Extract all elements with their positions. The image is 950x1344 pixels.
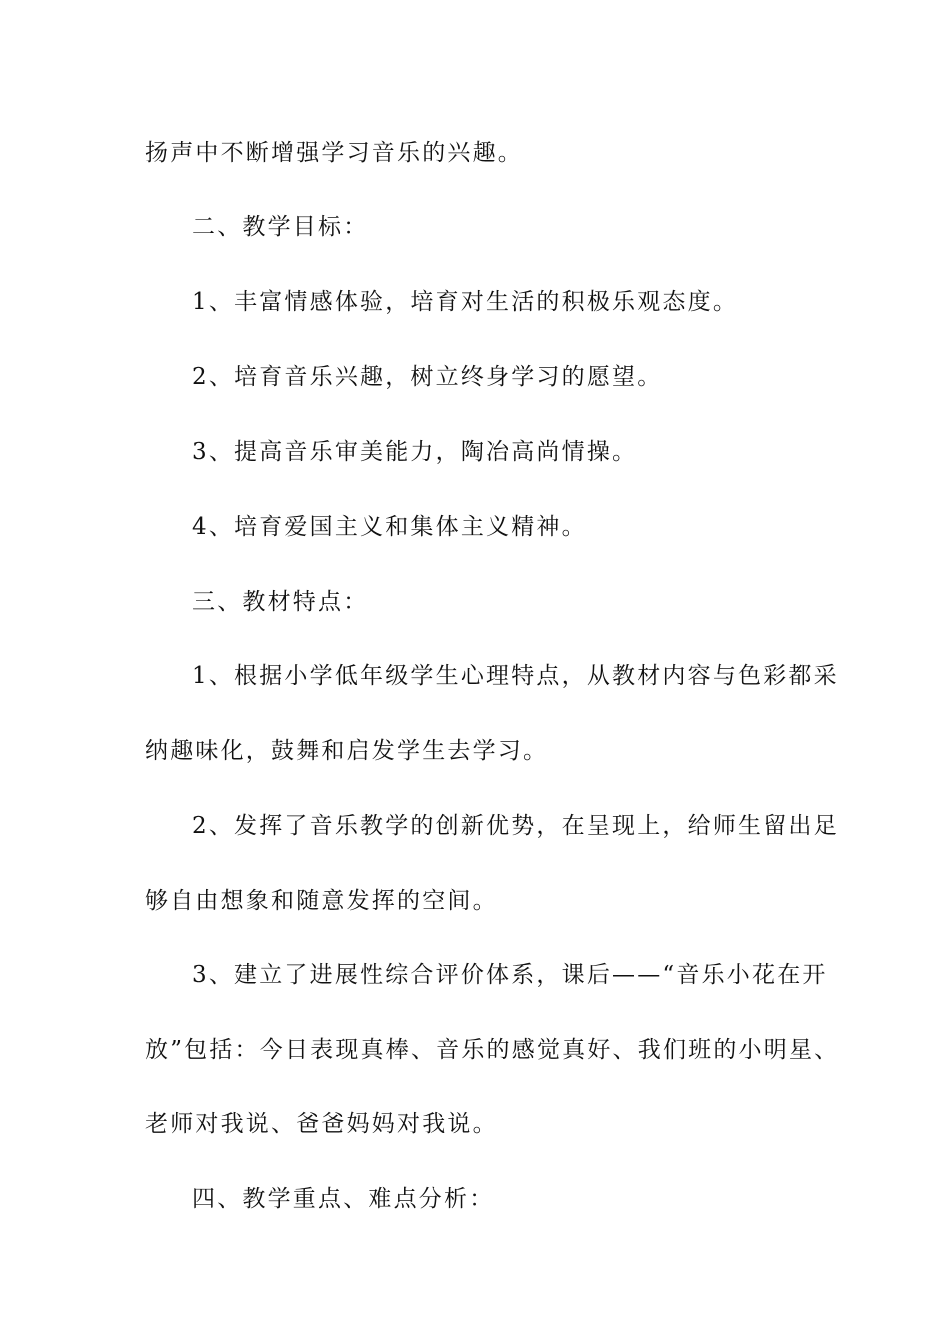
section-heading-material-features: 三、教材特点： <box>192 589 369 615</box>
paragraph-continuation: 扬声中不断增强学习音乐的兴趣。 <box>145 140 523 166</box>
section-heading-teaching-goals: 二、教学目标： <box>192 214 369 240</box>
goal-item-2: 2、培育音乐兴趣，树立终身学习的愿望。 <box>192 364 663 390</box>
feature-item-1-line-1: 1、根据小学低年级学生心理特点，从教材内容与色彩都采 <box>192 663 839 689</box>
feature-item-2-line-2: 够自由想象和随意发挥的空间。 <box>145 888 498 914</box>
feature-item-3-line-1: 3、建立了进展性综合评价体系，课后——“音乐小花在开 <box>192 962 828 988</box>
goal-item-1: 1、丰富情感体验，培育对生活的积极乐观态度。 <box>192 289 739 315</box>
feature-item-2-line-1: 2、发挥了音乐教学的创新优势，在呈现上，给师生留出足 <box>192 813 839 839</box>
section-heading-key-points: 四、教学重点、难点分析： <box>192 1186 495 1212</box>
feature-item-1-line-2: 纳趣味化，鼓舞和启发学生去学习。 <box>145 738 549 764</box>
goal-item-3: 3、提高音乐审美能力，陶冶高尚情操。 <box>192 439 638 465</box>
feature-item-3-line-3: 老师对我说、爸爸妈妈对我说。 <box>145 1111 498 1137</box>
feature-item-3-line-2: 放”包括：今日表现真棒、音乐的感觉真好、我们班的小明星、 <box>145 1037 840 1063</box>
goal-item-4: 4、培育爱国主义和集体主义精神。 <box>192 514 587 540</box>
